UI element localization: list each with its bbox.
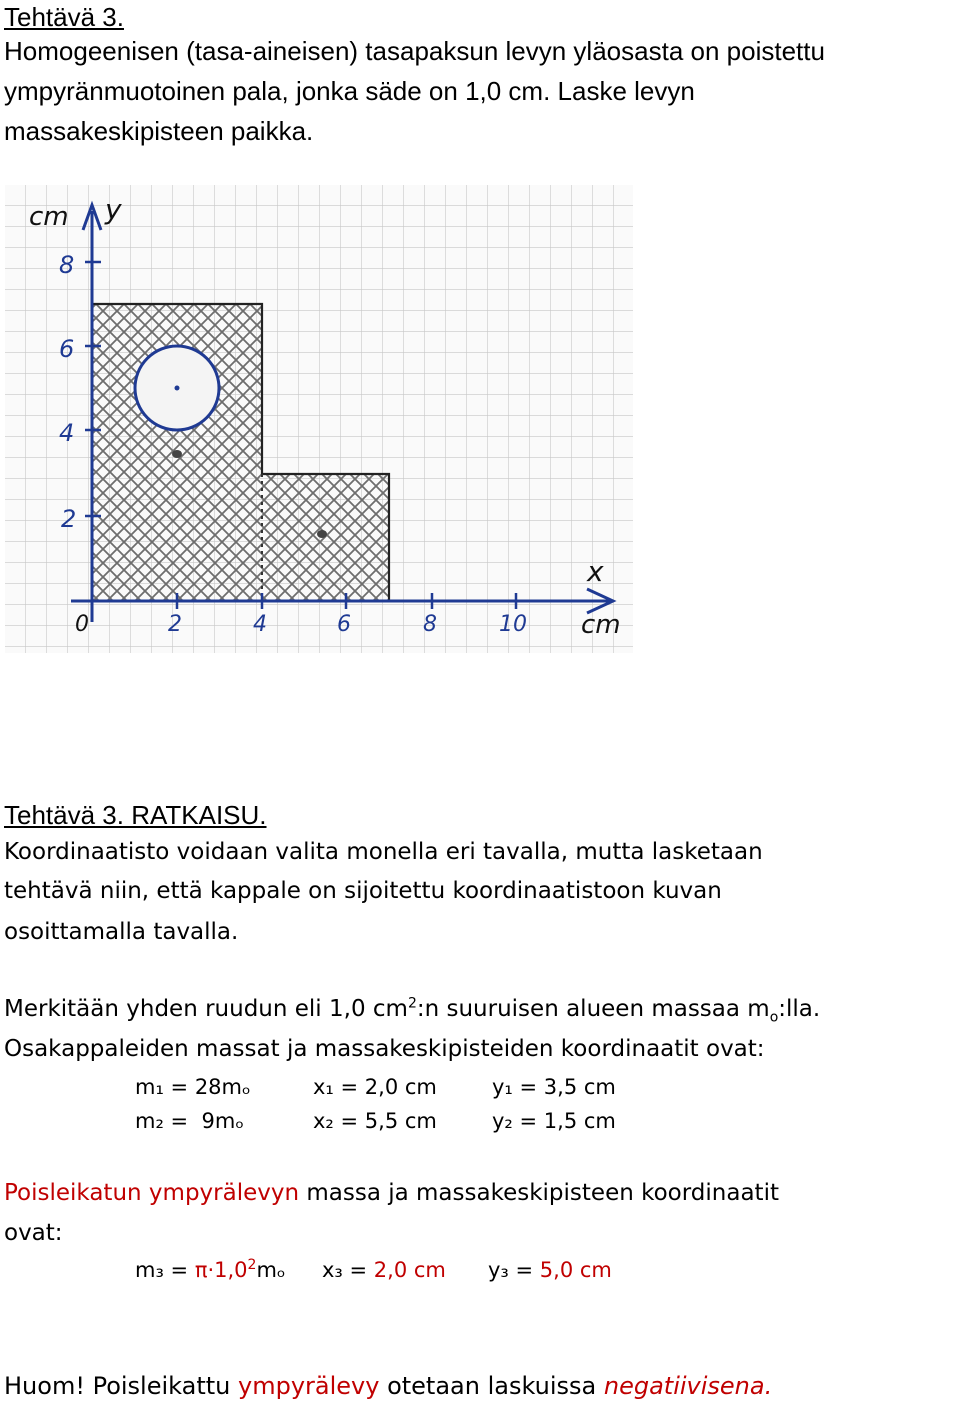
note-red-word: ympyrälevy: [238, 1372, 380, 1400]
part3-mass-unit: mₒ: [256, 1258, 286, 1282]
task-text-line-2: ympyränmuotoinen pala, jonka säde on 1,0 cm. Laske levyn: [4, 76, 695, 106]
unit-mass-text-c: :lla.: [778, 996, 821, 1022]
part3-x-label: x₃ =: [322, 1258, 374, 1282]
y-axis-label: y: [105, 193, 122, 226]
part3-y-value: 5,0 cm: [539, 1258, 612, 1282]
note-italic-word: negatiivisena.: [603, 1372, 773, 1400]
x-tick-label-6: 6: [337, 612, 351, 637]
removed-part-word-2: ympyrälevyn: [148, 1180, 300, 1206]
solution-text-line-3: osoittamalla tavalla.: [4, 919, 239, 945]
note-text-a: Huom! Poisleikattu: [4, 1372, 238, 1400]
task-text-line-1: Homogeenisen (tasa-aineisen) tasapaksun levyn yläosasta on poistettu: [4, 36, 825, 66]
solution-text-line-1: Koordinaatisto voidaan valita monella eri tavalla, mutta lasketaan: [4, 839, 763, 865]
removed-part-intro-line-2: ovat:: [4, 1220, 63, 1246]
part3-mass-exponent: 2: [247, 1257, 257, 1273]
coordinate-figure: [5, 185, 633, 653]
part3-x-value: 2,0 cm: [373, 1258, 446, 1282]
y-tick-label-8: 8: [59, 251, 75, 279]
removed-part-rest: massa ja massakeskipisteen koordinaatit: [299, 1180, 779, 1206]
part1-y: y₁ = 3,5 cm: [492, 1075, 616, 1099]
part3-x: [322, 1258, 446, 1282]
x-tick-label-10: 10: [499, 612, 527, 637]
removed-part-word-1: Poisleikatun: [4, 1180, 142, 1206]
y-tick-label-4: 4: [59, 419, 75, 447]
x-unit-label: cm: [581, 610, 621, 640]
part2-mass: m₂ = 9mₒ: [135, 1109, 244, 1133]
solution-text-line-2: tehtävä niin, että kappale on sijoitettu koordinaatistoon kuvan: [4, 878, 722, 904]
unit-mass-text-a: Merkitään yhden ruudun eli 1,0 cm: [4, 996, 408, 1022]
unit-mass-definition: [4, 995, 821, 1026]
unit-mass-subscript: o: [769, 1009, 779, 1026]
unit-mass-text-b: :n suuruisen alueen massaa m: [416, 996, 770, 1022]
x-tick-label-8: 8: [423, 612, 437, 637]
part1-x: x₁ = 2,0 cm: [313, 1075, 437, 1099]
center-mark-2: [317, 530, 327, 538]
circle-center-dot: [175, 386, 180, 391]
y-tick-label-6: 6: [59, 335, 75, 363]
x-tick-label-4: 4: [253, 612, 267, 637]
part3-mass-label: m₃ =: [135, 1258, 195, 1282]
center-mark-1: [172, 450, 182, 458]
x-tick-label-2: 2: [168, 612, 182, 637]
part3-mass-value: π·1,0: [194, 1258, 248, 1282]
x-axis-label: x: [587, 555, 604, 588]
task-text-line-3: massakeskipisteen paikka.: [4, 116, 314, 146]
part2-x: x₂ = 5,5 cm: [313, 1109, 437, 1133]
y-unit-label: cm: [29, 202, 69, 232]
origin-label: 0: [75, 612, 89, 637]
part3-y: [488, 1258, 612, 1282]
removed-part-intro: [4, 1180, 779, 1206]
task-title: Tehtävä 3.: [4, 2, 124, 32]
note-text-b: otetaan laskuissa: [379, 1372, 604, 1400]
part1-mass: m₁ = 28mₒ: [135, 1075, 251, 1099]
part2-y: y₂ = 1,5 cm: [492, 1109, 616, 1133]
part3-y-label: y₃ =: [488, 1258, 540, 1282]
unit-mass-exponent: 2: [407, 995, 417, 1012]
part3-mass: [135, 1258, 286, 1282]
y-tick-label-2: 2: [61, 505, 77, 533]
note-line: [4, 1372, 772, 1400]
solution-title: Tehtävä 3. RATKAISU.: [4, 800, 267, 830]
parts-intro: Osakappaleiden massat ja massakeskipisteiden koordinaatit ovat:: [4, 1036, 765, 1062]
